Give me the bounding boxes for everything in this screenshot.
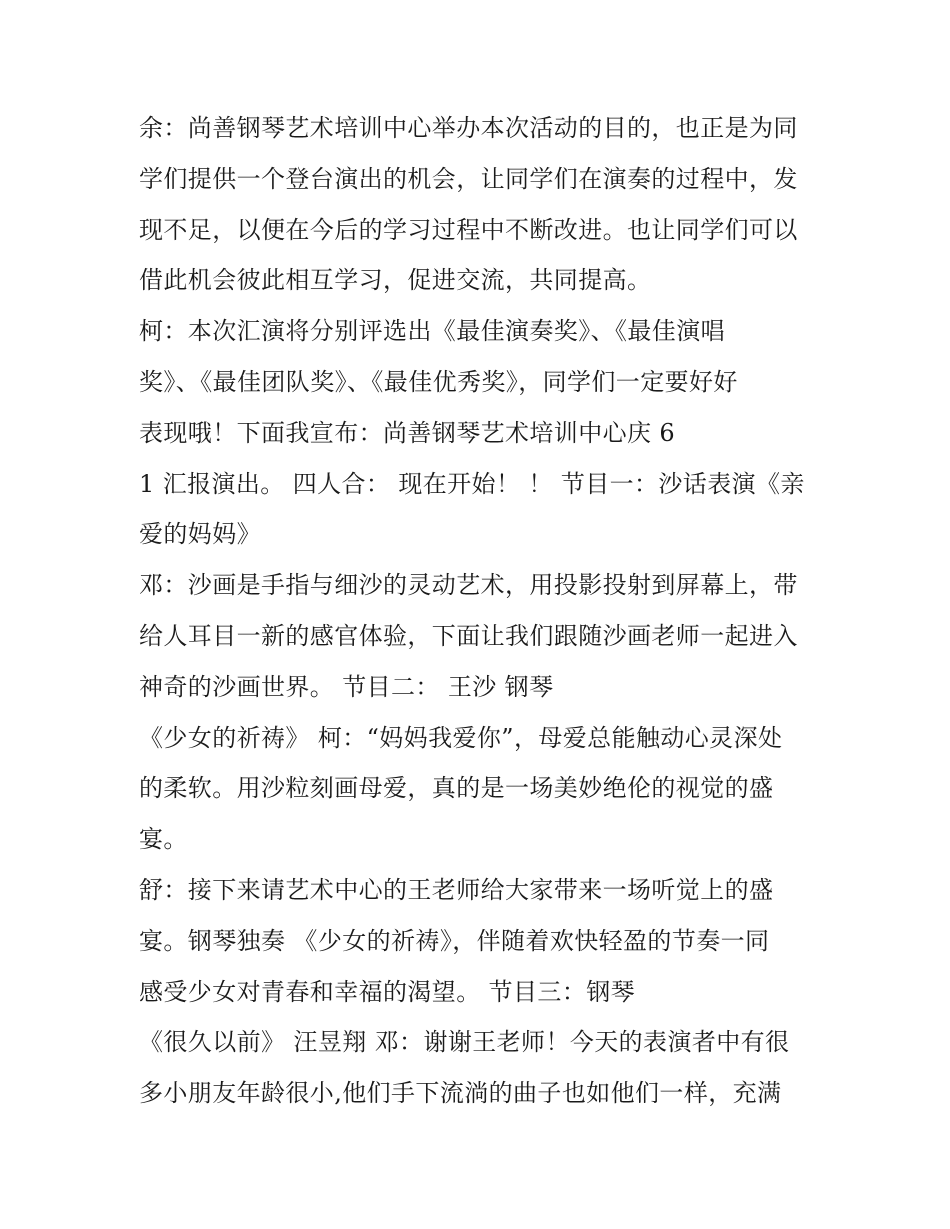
text-line: 《很久以前》 汪昱翔 邓：谢谢王老师！今天的表演者中有很 — [139, 1028, 790, 1057]
text-line: 感受少女对青春和幸福的渴望。 节目三：钢琴 — [139, 977, 636, 1006]
text-line: 邓：沙画是手指与细沙的灵动艺术，用投影投射到屏幕上，带 — [139, 571, 798, 600]
text-line: 余：尚善钢琴艺术培训中心举办本次活动的目的，也正是为同 — [139, 114, 798, 142]
text-line: 舒：接下来请艺术中心的王老师给大家带来一场听觉上的盛 — [139, 875, 774, 904]
text-line: 多小朋友年龄很小,他们手下流淌的曲子也如他们一样，充满 — [139, 1079, 782, 1108]
text-line: 表现哦！下面我宣布：尚善钢琴艺术培训中心庆 6 — [139, 418, 676, 447]
text-line: 宴。 — [139, 825, 188, 854]
body-text — [139, 103, 829, 1119]
text-line: 给人耳目一新的感官体验，下面让我们跟随沙画老师一起进入 — [139, 621, 798, 650]
text-line: 神奇的沙画世界。 节目二： 王沙 钢琴 — [139, 672, 554, 701]
text-line: 柯：本次汇演将分别评选出《最佳演奏奖》、《最佳演唱 — [139, 317, 725, 346]
text-line: 爱的妈妈》 — [139, 520, 261, 549]
text-line: 奖》、《最佳团队奖》、《最佳优秀奖》，同学们一定要好好 — [139, 367, 738, 396]
text-line: 借此机会彼此相互学习，促进交流，共同提高。 — [139, 266, 652, 295]
text-line: 1 汇报演出。 四人合： 现在开始！ ！ 节目一：沙话表演《亲 — [139, 469, 805, 498]
text-line: 的柔软。用沙粒刻画母爱，真的是一场美妙绝伦的视觉的盛 — [139, 774, 774, 803]
text-line: 《少女的祈祷》 柯：“妈妈我爱你”，母爱总能触动心灵深处 — [139, 723, 783, 752]
text-line: 现不足，以便在今后的学习过程中不断改进。也让同学们可以 — [139, 215, 798, 244]
text-line: 宴。钢琴独奏 《少女的祈祷》，伴随着欢快轻盈的节奏一同 — [139, 926, 770, 955]
text-line: 学们提供一个登台演出的机会，让同学们在演奏的过程中，发 — [139, 164, 798, 193]
